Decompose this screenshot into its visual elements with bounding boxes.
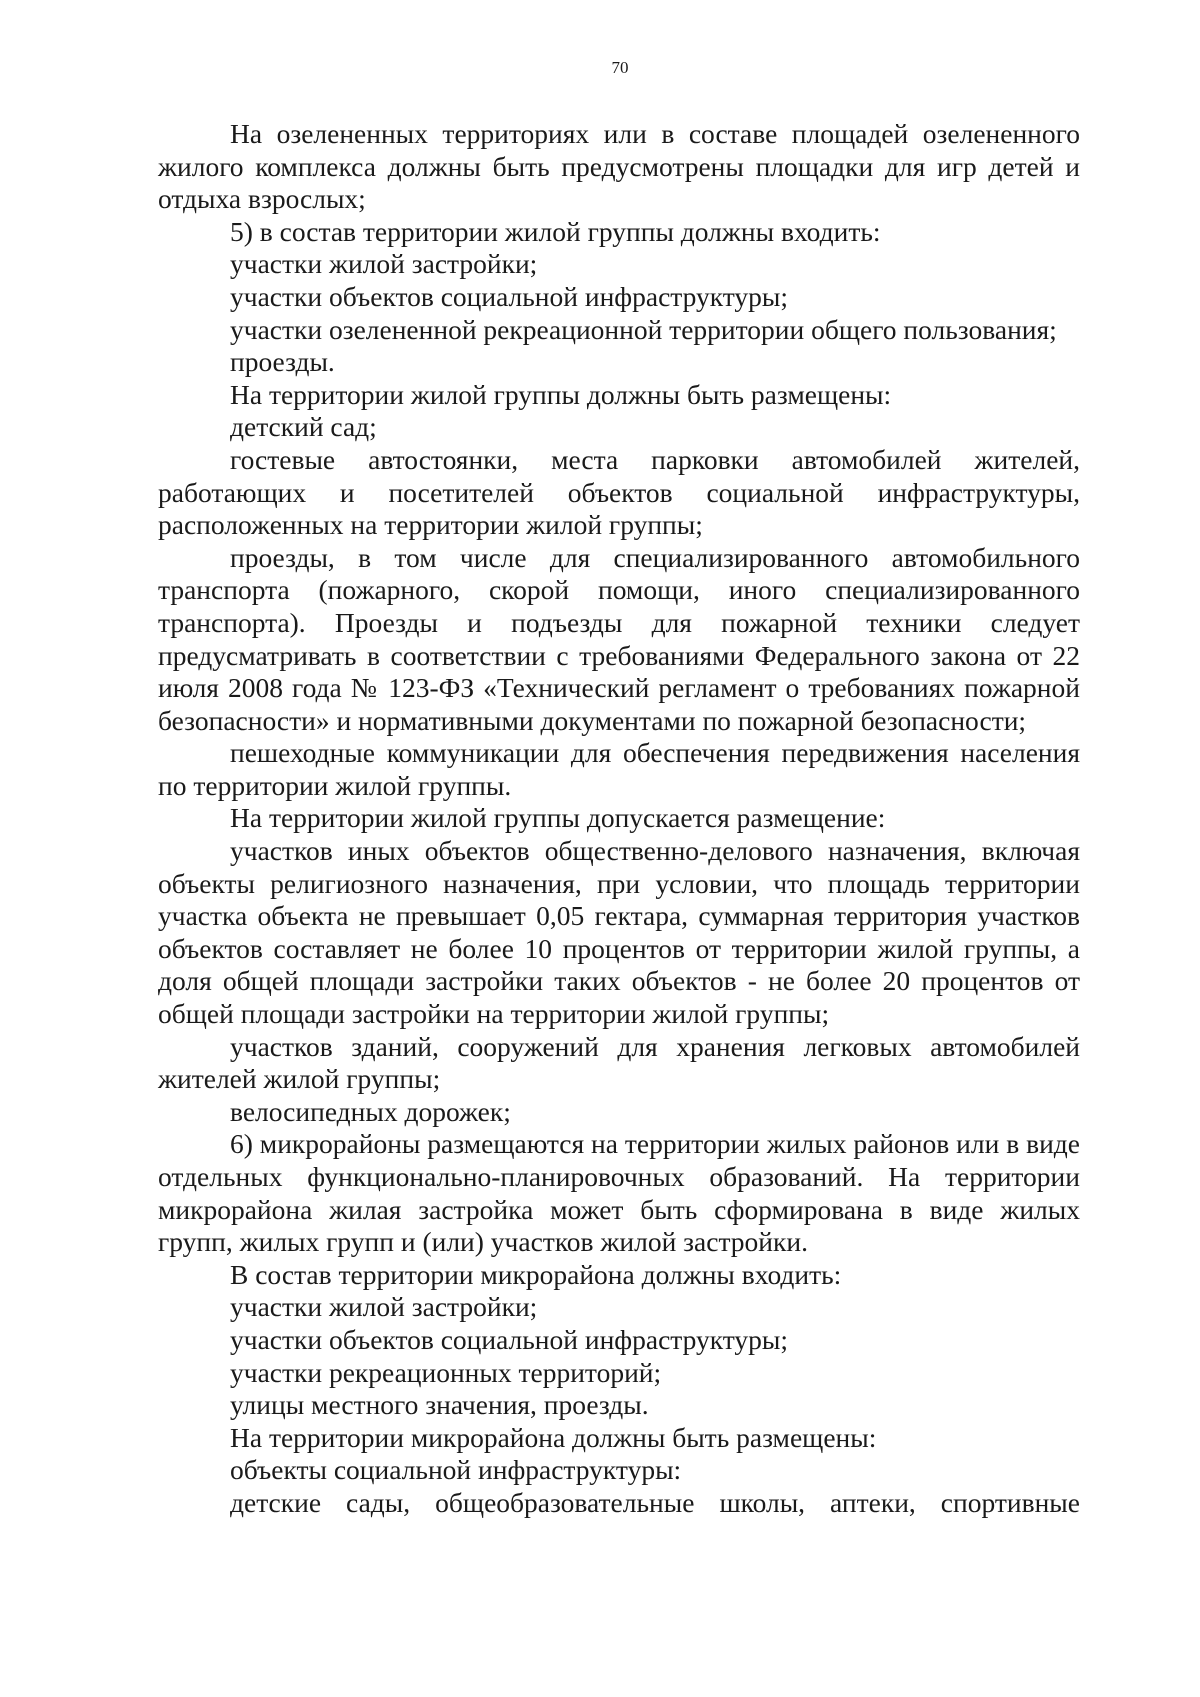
- list-item: участков иных объектов общественно-делового назначения, включая объекты религиозного назначения, при условии, что площадь территории участка объекта не превышает 0,05 гектара, суммарная территория участков объектов составляет не более 10 процентов от территории жилой группы, а доля общей площади застройки таких объектов - не более 20 процентов от общей площади застройки на территории жилой группы;: [158, 835, 1080, 1030]
- list-item: участки жилой застройки;: [230, 1291, 538, 1323]
- paragraph: На территории микрорайона должны быть размещены:: [230, 1421, 877, 1453]
- list-item: проезды, в том числе для специализированного автомобильного транспорта (пожарного, скорой помощи, иного специализированного транспорта). Проезды и подъезды для пожарной техники следует предусматривать в соответствии с требованиями Федерального закона от 22 июля 2008 года № 123-ФЗ «Технический регламент о требованиях пожарной безопасности» и нормативными документами по пожарной безопасности;: [158, 541, 1080, 736]
- list-item: участки рекреационных территорий;: [230, 1356, 662, 1388]
- paragraph: На территории жилой группы допускается размещение:: [230, 802, 886, 834]
- list-item: велосипедных дорожек;: [230, 1095, 511, 1127]
- list-item: участки объектов социальной инфраструктуры;: [230, 1323, 789, 1355]
- paragraph: На территории жилой группы должны быть размещены:: [230, 378, 892, 410]
- list-item: участки объектов социальной инфраструктуры;: [230, 280, 789, 312]
- list-item: детские сады, общеобразовательные школы, аптеки, спортивные: [230, 1486, 1080, 1518]
- paragraph: На озелененных территориях или в составе площадей озелененного жилого комплекса должны быть предусмотрены площадки для игр детей и отдыха взрослых;: [158, 118, 1080, 215]
- list-item: пешеходные коммуникации для обеспечения передвижения населения по территории жилой группы.: [158, 737, 1080, 801]
- list-item: участков зданий, сооружений для хранения легковых автомобилей жителей жилой группы;: [158, 1030, 1080, 1095]
- list-item: 5) в состав территории жилой группы должны входить:: [230, 215, 881, 247]
- list-item: участки жилой застройки;: [230, 248, 538, 280]
- list-item: детский сад;: [230, 411, 377, 443]
- list-item: объекты социальной инфраструктуры:: [230, 1454, 682, 1486]
- list-item: улицы местного значения, проезды.: [230, 1389, 649, 1421]
- document-body: [158, 118, 1080, 1520]
- paragraph: В состав территории микрорайона должны входить:: [230, 1258, 842, 1290]
- list-item: гостевые автостоянки, места парковки автомобилей жителей, работающих и посетителей объектов социальной инфраструктуры, расположенных на территории жилой группы;: [158, 443, 1080, 541]
- list-item: 6) микрорайоны размещаются на территории жилых районов или в виде отдельных функционально-планировочных образований. На территории микрорайона жилая застройка может быть сформирована в виде жилых групп, жилых групп и (или) участков жилой застройки.: [158, 1128, 1080, 1258]
- list-item: проезды.: [230, 346, 335, 378]
- list-item: участки озелененной рекреационной территории общего пользования;: [230, 313, 1057, 345]
- page-number: 70: [611, 58, 629, 77]
